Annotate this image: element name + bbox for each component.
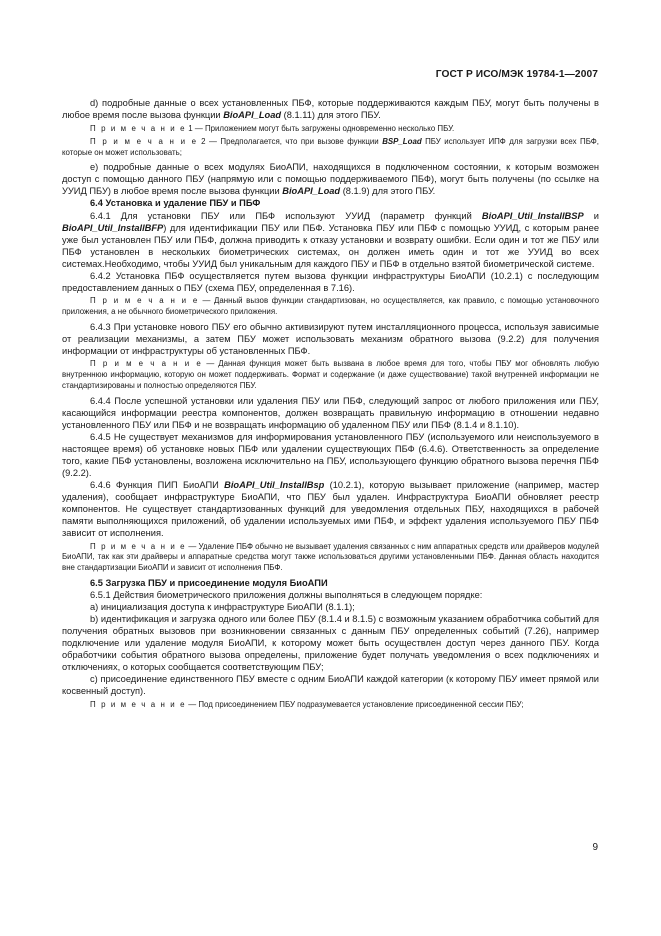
function-name: BioAPI_Load [282, 186, 341, 197]
paragraph-6-4-6: 6.4.6 Функция ПИП БиоАПИ BioAPI_Util_InstallBsp (10.2.1), которую вызывает приложение (например, мастер удаления), сообщает инфраструктуре БиоАПИ, что ПБУ был удален. Инфраструктура БиоАПИ обновляет реестр компонентов. Не существует стандартизованных функций для уведомления отдельных ПБУ, находящихся в рабочей памяти выполняющихся приложений, об удалении используемых ими ПБФ, и эффект удаления используемого ПБУ ПБФ зависит от исполнения. [62, 479, 599, 539]
note-6-4-6: П р и м е ч а н и е — Удаление ПБФ обычно не вызывает удаления связанных с ним аппаратных средств или драйверов модулей БиоАПИ, так как эти драйверы и аппаратные средства могут также использоваться другими установленными ПБФ. Данная область находится вне стандартизации БиоАПИ и зависит от исполнения ПБФ. [62, 541, 599, 573]
document-body [62, 97, 599, 713]
function-name: BioAPI_Load [223, 110, 282, 121]
paragraph-6-4-2: 6.4.2 Установка ПБФ осуществляется путем вызова функции инфраструктуры БиоАПИ (10.2.1) с последующим предоставлением данных о ПБУ (схема ПБУ, определенная в 7.16). [62, 270, 599, 293]
note-6-4-3: П р и м е ч а н и е — Данная функция может быть вызвана в любое время для того, чтобы ПБУ мог обновлять любую внутреннюю информацию, которую он может поддерживать. Формат и содержание (и даже существование) такой внутренней информации не стандартизированы и полностью определяются ПБУ. [62, 359, 599, 391]
list-item-a: a) инициализация доступа к инфраструктуре БиоАПИ (8.1.1); [90, 601, 355, 612]
paragraph-6-4-1: 6.4.1 Для установки ПБУ или ПБФ используют УУИД (параметр функций BioAPI_Util_InstallBSP и BioAPI_Util_InstallBFP) для идентификации ПБУ или ПБФ. Установка ПБУ или ПБФ с помощью УУИД, с которым ранее уже был установлен ПБУ или ПБФ, должна приводить к отказу установки и возврату ошибки. Если один и тот же ПБУ или ПБФ установлен в нескольких биометрических системах, он должен иметь один и тот же УУИД во всех системах.Необходимо, чтобы УУИД был уникальным для каждого ПБУ и ПБФ в отдельно взятой биометрической системе. [62, 210, 600, 269]
note-2: П р и м е ч а н и е 2 — Предполагается, что при вызове функции BSP_Load ПБУ использует ИПФ для загрузки всех ПБФ, которые он может использовать; [62, 137, 599, 157]
paragraph-6-4-5: 6.4.5 Не существует механизмов для информирования установленного ПБУ (используемого или неиспользуемого в настоящее время) об установке новых ПБФ или удалении существующих ПБФ (6.4.6). Ответственность за определение того, какие ПБФ установлены, возложена исключительно на ПБУ, использующего функцию обратного вызова перечня ПБФ (9.2.2). [62, 431, 599, 478]
note-6-4-2: П р и м е ч а н и е — Данный вызов функции стандартизован, но осуществляется, как правило, с помощью установочного приложения, а не обычного биометрического приложения. [62, 296, 599, 317]
function-name: BSP_Load [382, 137, 422, 146]
section-heading-6-5: 6.5 Загрузка ПБУ и присоединение модуля БиоАПИ [90, 577, 328, 588]
page-header-standard-id: ГОСТ Р ИСО/МЭК 19784-1—2007 [435, 69, 598, 80]
list-item-b: b) идентификация и загрузка одного или более ПБУ (8.1.4 и 8.1.5) с возможным указанием обработчика событий для получения обратных вызовов при возникновении связанных с данным ПБУ определенных событий (7.26), например подключение или удаление модуля БиоАПИ, к которому может быть осуществлен доступ через данного ПБУ. Когда обработчики события обратного вызова определены, приложение будет получать уведомления о всех подключениях и отключениях, о которых сообщается соответствующим ПБУ; [62, 613, 599, 673]
paragraph-6-4-4: 6.4.4 После успешной установки или удаления ПБУ или ПБФ, следующий запрос от любого приложения или ПБУ, касающийся информации реестра компонентов, должен возвращать правильную информацию в отношении недавно установленного ПБУ или ПБФ и не возвращать информацию об удаленном ПБУ или ПБФ (8.1.4 и 8.1.10). [62, 395, 599, 430]
section-heading-6-4: 6.4 Установка и удаление ПБУ и ПБФ [90, 198, 261, 209]
paragraph-6-5-1: 6.5.1 Действия биометрического приложения должны выполняться в следующем порядке: [90, 589, 483, 600]
page-number: 9 [592, 842, 598, 853]
note-1: П р и м е ч а н и е 1 — Приложением могут быть загружены одновременно несколько ПБУ. [90, 123, 455, 133]
paragraph-6-4-3: 6.4.3 При установке нового ПБУ его обычно активизируют путем инсталляционного процесса, используя зависимые от реализации механизмы, а затем ПБУ может использовать механизм обратного вызова (9.2.2) для получения информации от инфраструктуры об установленных ПБФ. [62, 321, 599, 356]
list-item-d: d) подробные данные о всех установленных ПБФ, которые поддерживаются каждым ПБУ, могут быть получены в любое время после вызова функции BioAPI_Load (8.1.11) для этого ПБУ. [62, 98, 599, 121]
note-6-5-1: П р и м е ч а н и е — Под присоединением ПБУ подразумевается установление присоединенной сессии ПБУ; [90, 699, 524, 709]
list-item-c: c) присоединение единственного ПБУ вместе с одним БиоАПИ каждой категории (к которому ПБУ имеет прямой или косвенный доступ). [62, 674, 599, 697]
list-item-e: e) подробные данные о всех модулях БиоАПИ, находящихся в подключенном состоянии, к которым возможен доступ с помощью данного ПБУ (напрямую или с помощью поддерживаемого ПБФ), могут быть получены (по ссылке на УУИД ПБУ) в любое время после вызова функции BioAPI_Load (8.1.9) для этого ПБУ. [62, 162, 599, 197]
